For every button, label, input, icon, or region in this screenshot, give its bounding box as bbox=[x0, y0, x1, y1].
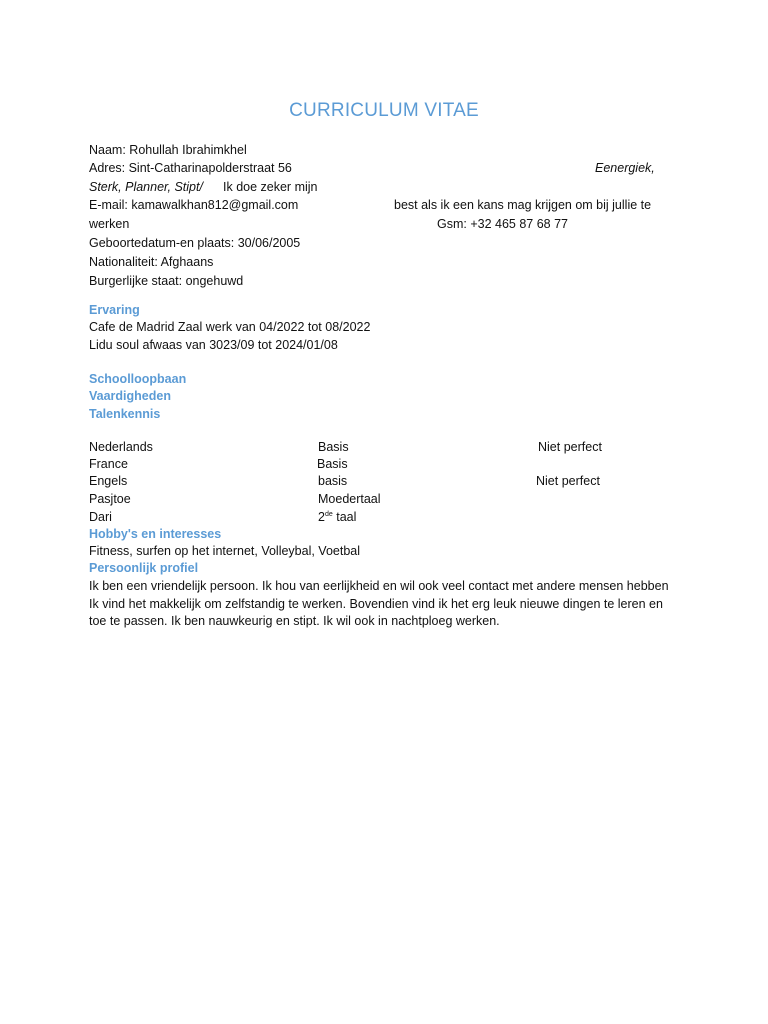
language-note: Niet perfect bbox=[538, 440, 602, 454]
traits-text-a: Eenergiek, bbox=[595, 161, 655, 175]
profile-line: Ik ben een vriendelijk persoon. Ik hou van eerlijkheid en wil ook veel contact met andere mensen hebben bbox=[89, 579, 669, 593]
language-note: Niet perfect bbox=[536, 474, 600, 488]
language-level: Basis bbox=[317, 457, 348, 471]
level-suffix: taal bbox=[332, 510, 357, 524]
section-heading-languages: Talenkennis bbox=[89, 407, 161, 421]
language-name: Engels bbox=[89, 474, 128, 488]
profile-line: Ik vind het makkelijk om zelfstandig te werken. Bovendien vind ik het erg leuk nieuwe dingen te leren en bbox=[89, 597, 663, 611]
motivation-text-b: best als ik een kans mag krijgen om bij jullie te bbox=[394, 198, 652, 212]
nationality-line: Nationaliteit: Afghaans bbox=[89, 255, 214, 269]
language-name: Nederlands bbox=[89, 440, 153, 454]
document-title: CURRICULUM VITAE bbox=[289, 100, 479, 121]
level-superscript: de bbox=[324, 510, 333, 518]
hobbies-text: Fitness, surfen op het internet, Volleybal, Voetbal bbox=[89, 544, 361, 558]
section-heading-hobbies: Hobby's en interesses bbox=[89, 527, 222, 541]
name-line: Naam: Rohullah Ibrahimkhel bbox=[89, 143, 247, 157]
language-level bbox=[318, 509, 356, 525]
address-line: Adres: Sint-Catharinapolderstraat 56 bbox=[89, 161, 292, 175]
phone-line: Gsm: +32 465 87 68 77 bbox=[437, 217, 568, 231]
section-heading-experience: Ervaring bbox=[89, 303, 140, 317]
language-name: Dari bbox=[89, 510, 112, 524]
experience-item: Cafe de Madrid Zaal werk van 04/2022 tot 08/2022 bbox=[89, 320, 371, 334]
civil-status-line: Burgerlijke staat: ongehuwd bbox=[89, 274, 244, 288]
language-name: Pasjtoe bbox=[89, 492, 131, 506]
motivation-text-c: werken bbox=[89, 217, 130, 231]
section-heading-schooling: Schoolloopbaan bbox=[89, 372, 187, 386]
profile-line: toe te passen. Ik ben nauwkeurig en stipt. Ik wil ook in nachtploeg werken. bbox=[89, 614, 500, 628]
traits-text-b: Sterk, Planner, Stipt/ bbox=[89, 180, 203, 194]
section-heading-profile: Persoonlijk profiel bbox=[89, 561, 199, 575]
language-level: Moedertaal bbox=[318, 492, 381, 506]
experience-item: Lidu soul afwaas van 3023/09 tot 2024/01/08 bbox=[89, 338, 338, 352]
level-number: 2 bbox=[318, 510, 325, 524]
language-level: basis bbox=[318, 474, 348, 488]
language-level: Basis bbox=[318, 440, 349, 454]
birth-line: Geboortedatum-en plaats: 30/06/2005 bbox=[89, 236, 301, 250]
email-line: E-mail: kamawalkhan812@gmail.com bbox=[89, 198, 299, 212]
section-heading-skills: Vaardigheden bbox=[89, 389, 171, 403]
language-name: France bbox=[89, 457, 128, 471]
motivation-text-a: Ik doe zeker mijn bbox=[223, 180, 318, 194]
